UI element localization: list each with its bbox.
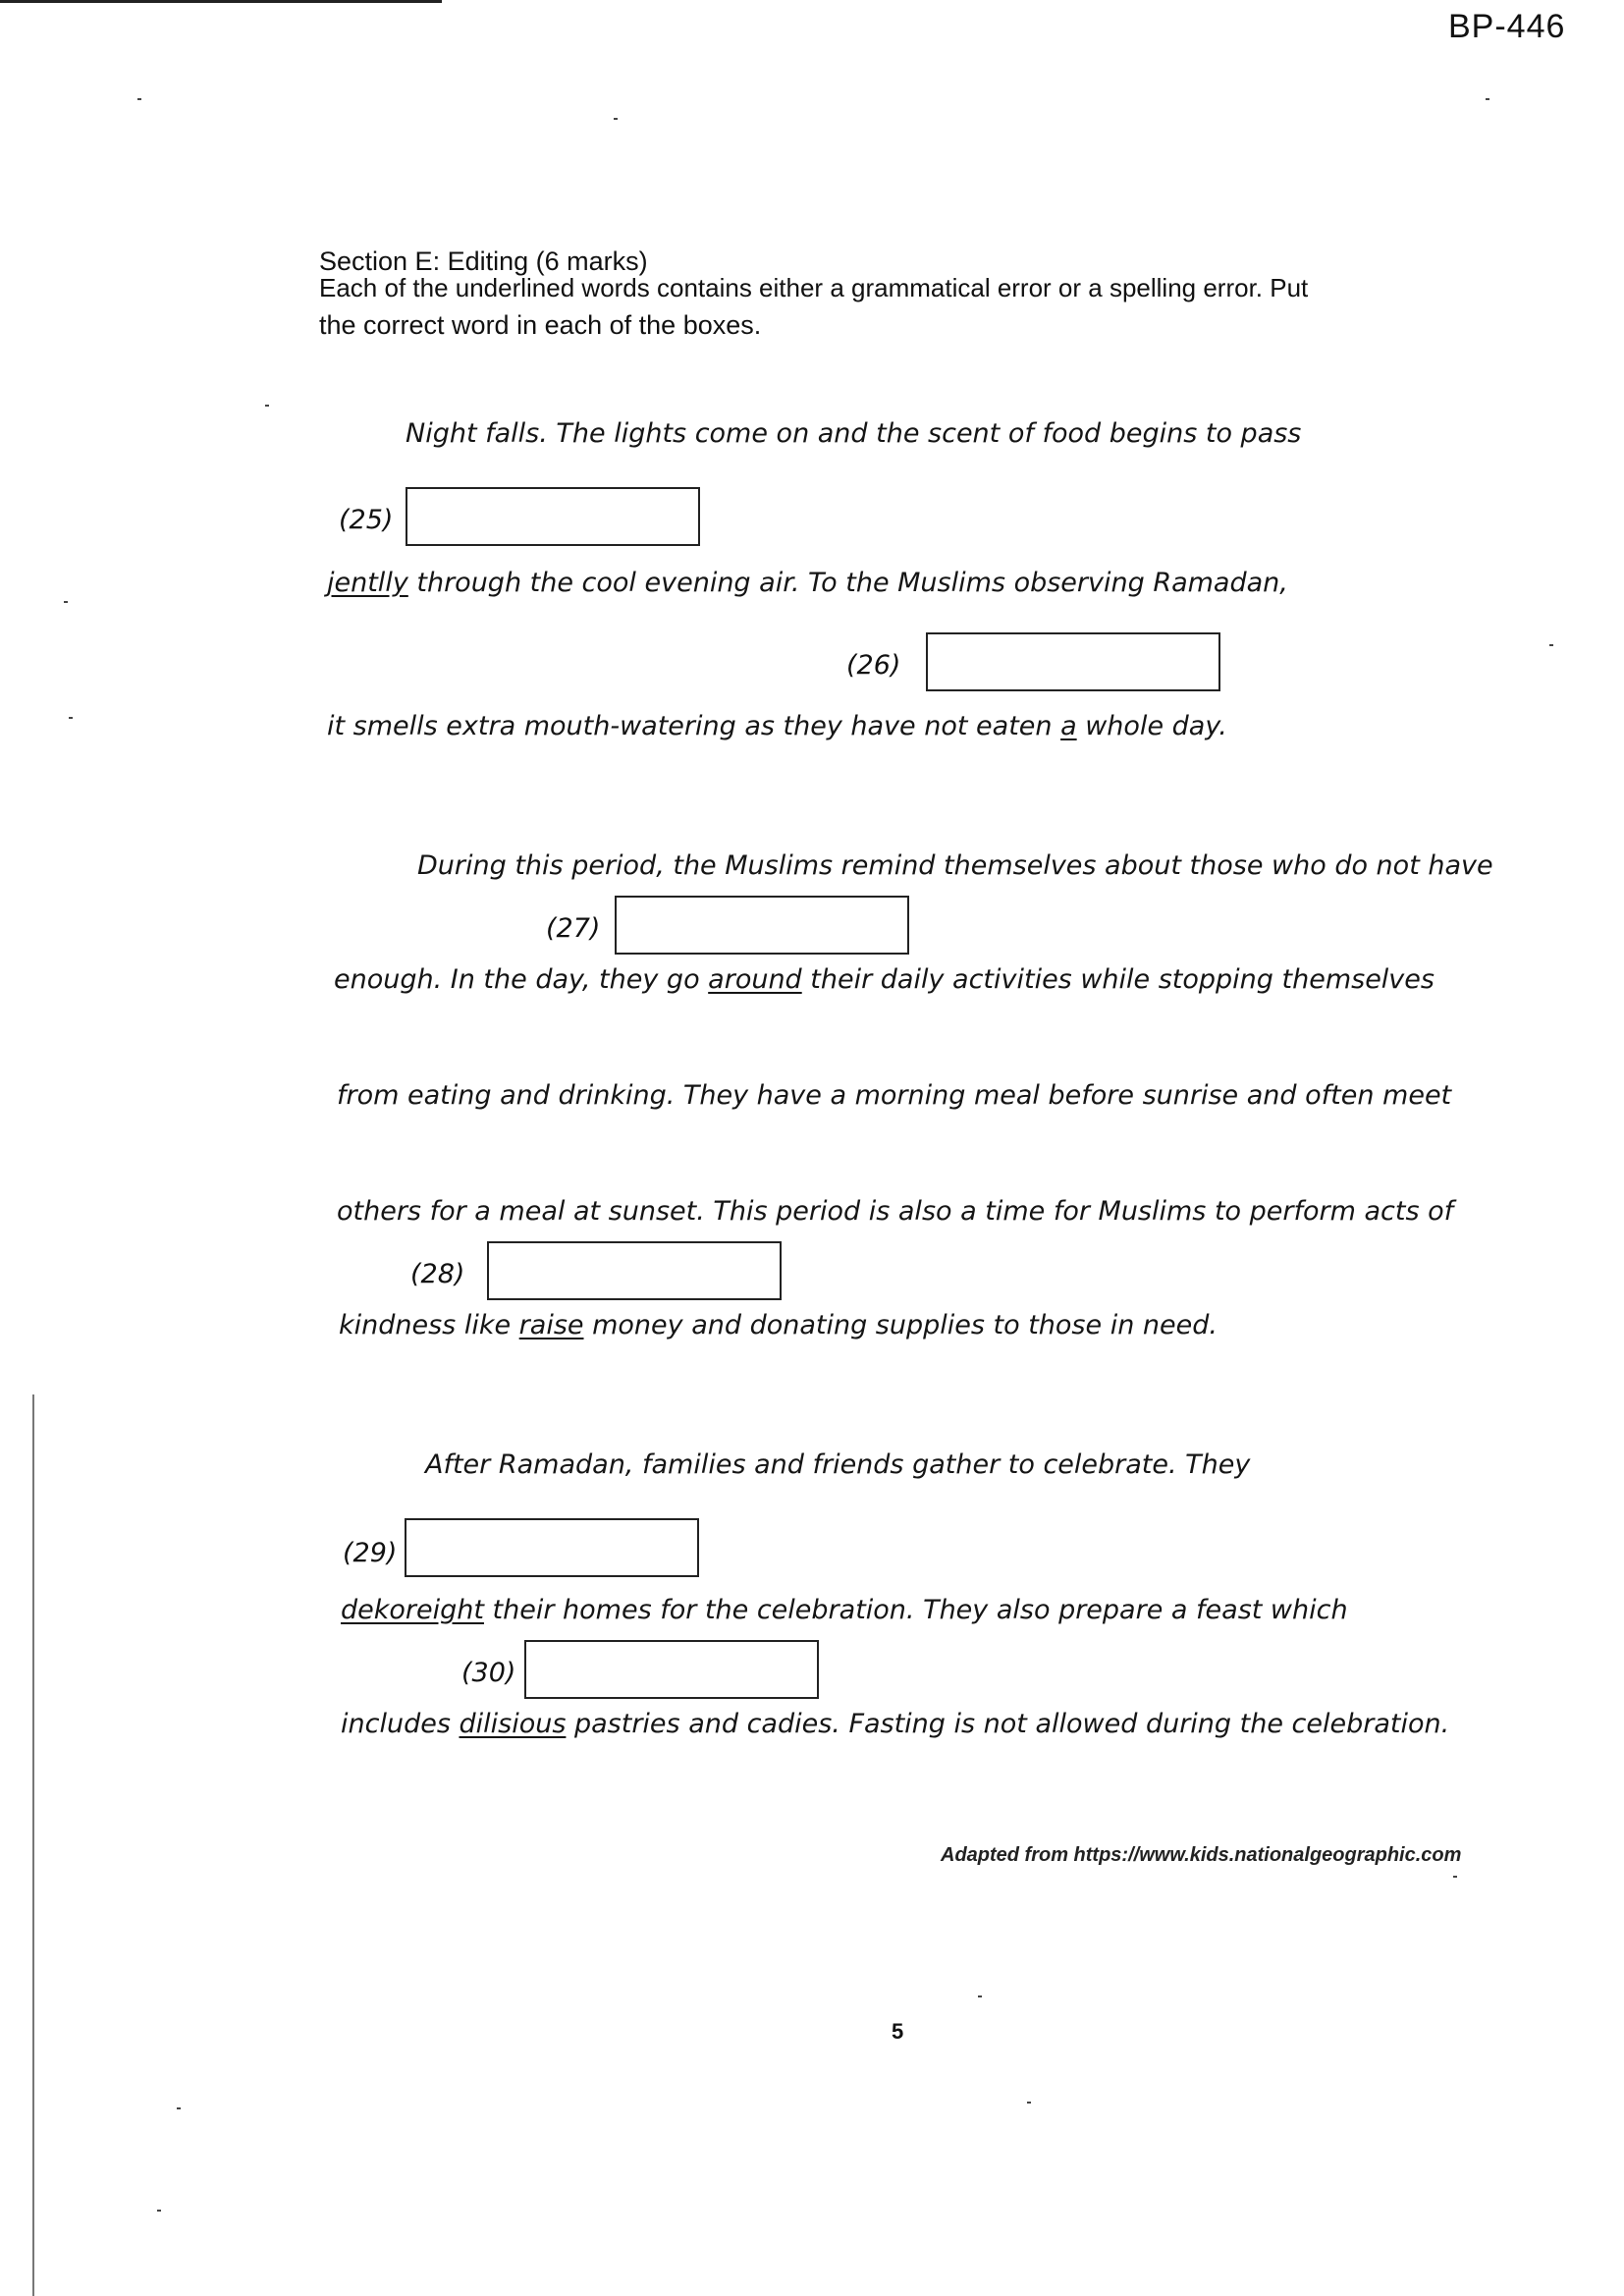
scan-speck	[69, 717, 73, 719]
scan-speck	[1486, 98, 1489, 100]
question-label-26: (26)	[846, 650, 901, 681]
passage-line	[341, 1595, 1348, 1626]
scan-speck	[1453, 1876, 1457, 1878]
passage-text: enough. In the day, they go	[334, 964, 709, 995]
answer-box-27[interactable]	[615, 896, 909, 955]
question-label-28: (28)	[410, 1259, 465, 1289]
source-citation: Adapted from https://www.kids.nationalgeographic.com	[941, 1844, 1462, 1866]
scan-speck	[978, 1995, 982, 1997]
passage-line	[341, 1709, 1449, 1740]
answer-box-28[interactable]	[487, 1241, 782, 1300]
passage-text: their homes for the celebration. They also prepare a feast which	[483, 1595, 1348, 1625]
instruction-line-1: Each of the underlined words contains either a grammatical error or a spelling error. Put	[319, 273, 1309, 302]
passage-text: money and donating supplies to those in need.	[583, 1310, 1218, 1340]
passage-line	[339, 1310, 1218, 1341]
answer-box-29[interactable]	[405, 1518, 699, 1577]
scan-speck	[137, 98, 141, 100]
answer-box-26[interactable]	[926, 632, 1220, 691]
passage-text: whole day.	[1076, 711, 1227, 741]
passage-line	[334, 964, 1435, 996]
passage-text: includes	[341, 1709, 460, 1739]
underlined-word-27: around	[708, 964, 802, 995]
question-label-30: (30)	[461, 1658, 516, 1688]
document-code: BP-446	[1448, 8, 1566, 45]
passage-line: After Ramadan, families and friends gather to celebrate. They	[425, 1449, 1251, 1480]
answer-box-30[interactable]	[524, 1640, 819, 1699]
passage-line: others for a meal at sunset. This period is also a time for Muslims to perform acts of	[337, 1196, 1454, 1227]
question-label-29: (29)	[343, 1538, 398, 1568]
answer-box-25[interactable]	[406, 487, 700, 546]
instruction-line-2: the correct word in each of the boxes.	[319, 310, 762, 340]
passage-text: kindness like	[339, 1310, 519, 1340]
passage-line	[327, 711, 1227, 742]
section-heading: Section E: Editing (6 marks)	[319, 246, 648, 276]
underlined-word-28: raise	[518, 1310, 584, 1340]
underlined-word-30: dilisious	[459, 1709, 567, 1739]
scan-speck	[1027, 2102, 1031, 2104]
scan-speck	[157, 2210, 161, 2212]
underlined-word-29: dekoreight	[341, 1595, 484, 1625]
passage-text: their daily activities while stopping themselves	[801, 964, 1435, 995]
passage-text: it smells extra mouth-watering as they have not eaten	[327, 711, 1061, 741]
passage-text: through the cool evening air. To the Muslims observing Ramadan,	[407, 568, 1288, 598]
top-edge-rule	[0, 0, 442, 3]
underlined-word-25: jentlly	[327, 568, 408, 598]
left-edge-rule	[32, 1394, 34, 2296]
passage-text: pastries and cadies. Fasting is not allowed during the celebration.	[566, 1709, 1450, 1739]
scan-speck	[265, 405, 269, 407]
scan-speck	[1549, 644, 1553, 646]
passage-line: During this period, the Muslims remind themselves about those who do not have	[417, 850, 1493, 881]
passage-line: from eating and drinking. They have a morning meal before sunrise and often meet	[337, 1080, 1452, 1111]
passage-line: Night falls. The lights come on and the scent of food begins to pass	[406, 418, 1302, 449]
question-label-27: (27)	[546, 913, 601, 944]
scan-speck	[64, 601, 68, 603]
passage-line	[327, 568, 1288, 599]
scan-speck	[614, 118, 618, 120]
page-number: 5	[892, 2019, 904, 2044]
underlined-word-26: a	[1060, 711, 1077, 741]
scan-speck	[177, 2107, 181, 2109]
question-label-25: (25)	[339, 505, 394, 535]
